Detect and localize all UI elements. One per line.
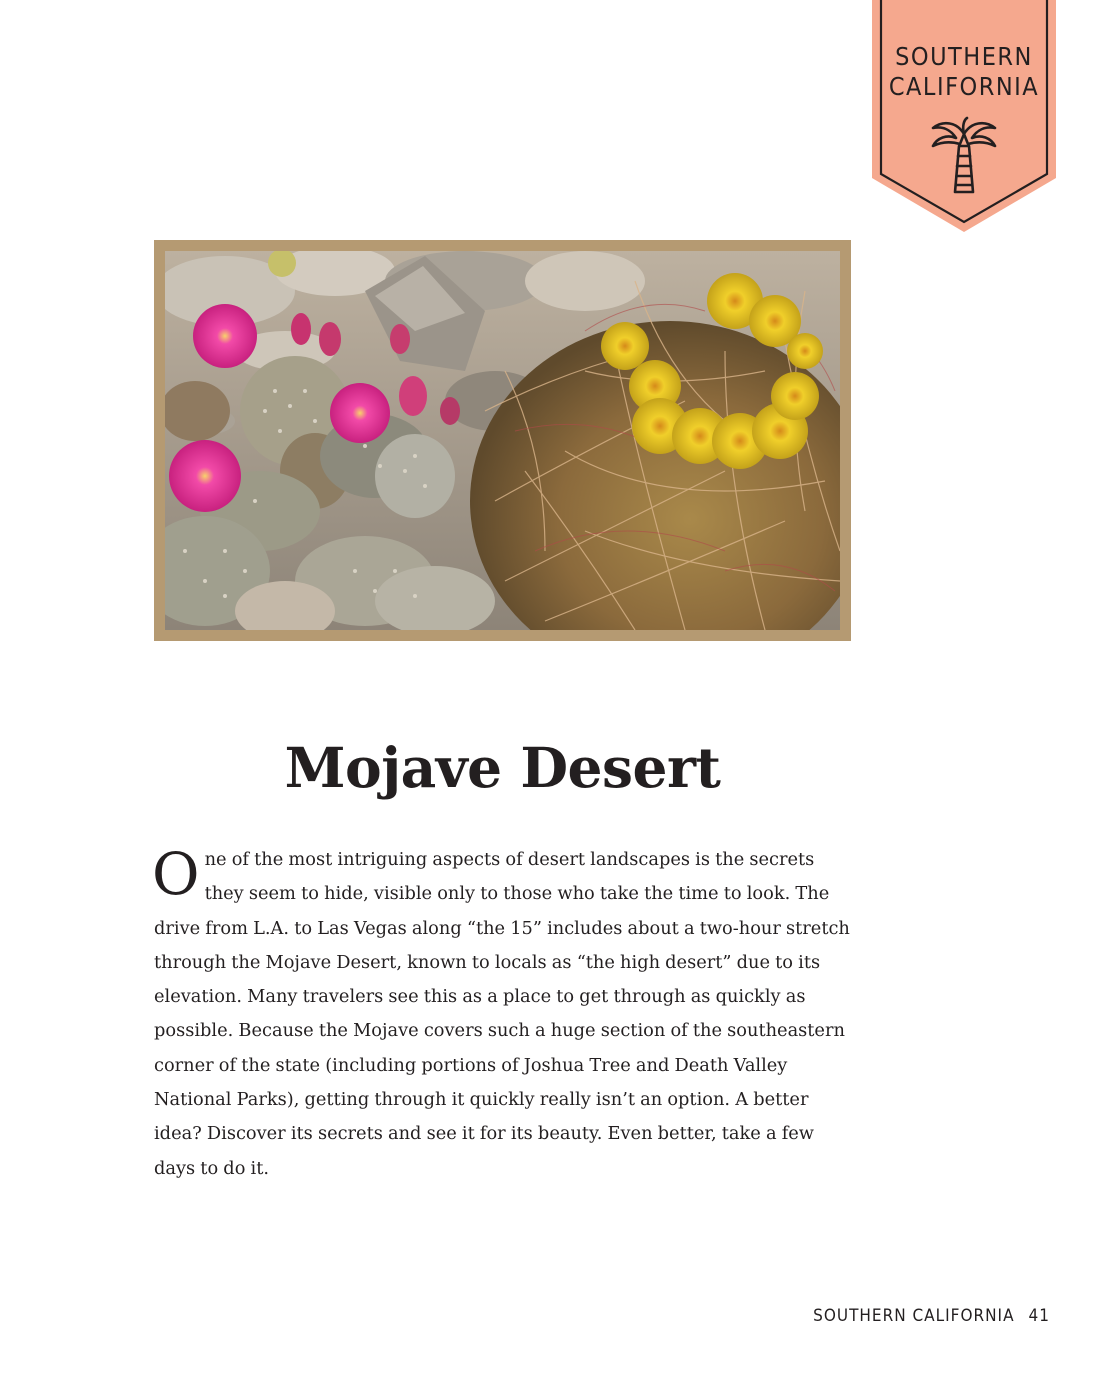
section-banner-label [872, 42, 1056, 102]
cactus-flowers-photo [165, 251, 840, 630]
page-footer [800, 1306, 1050, 1326]
banner-line-1: SOUTHERN [895, 42, 1033, 71]
page-number: 41 [1028, 1306, 1050, 1326]
drop-cap: O [152, 840, 200, 908]
article-title: Mojave Desert [284, 735, 721, 800]
palm-tree-icon [929, 116, 999, 194]
photo-frame [154, 240, 851, 641]
article-body [152, 840, 854, 1186]
article-body-text: ne of the most intriguing aspects of desert landscapes is the secrets they seem to hide, visible only to those who take the time to look. The drive from L.A. to Las Vegas along “the 15” includes about a two-hour stretch through the Mojave Desert, known to locals as “the high desert” due to its elevation. Many travelers see this as a place to get through as quickly as possible. Because the Mojave covers such a huge section of the southeastern corner of the state (including portions of Joshua Tree and Death Valley National Parks), getting through it quickly really isn’t an option. A better idea? Discover its secrets and see it for its beauty. Even better, take a few days to do it. [154, 849, 850, 1179]
banner-line-2: CALIFORNIA [888, 72, 1040, 101]
footer-section-label: SOUTHERN CALIFORNIA [813, 1306, 1015, 1326]
